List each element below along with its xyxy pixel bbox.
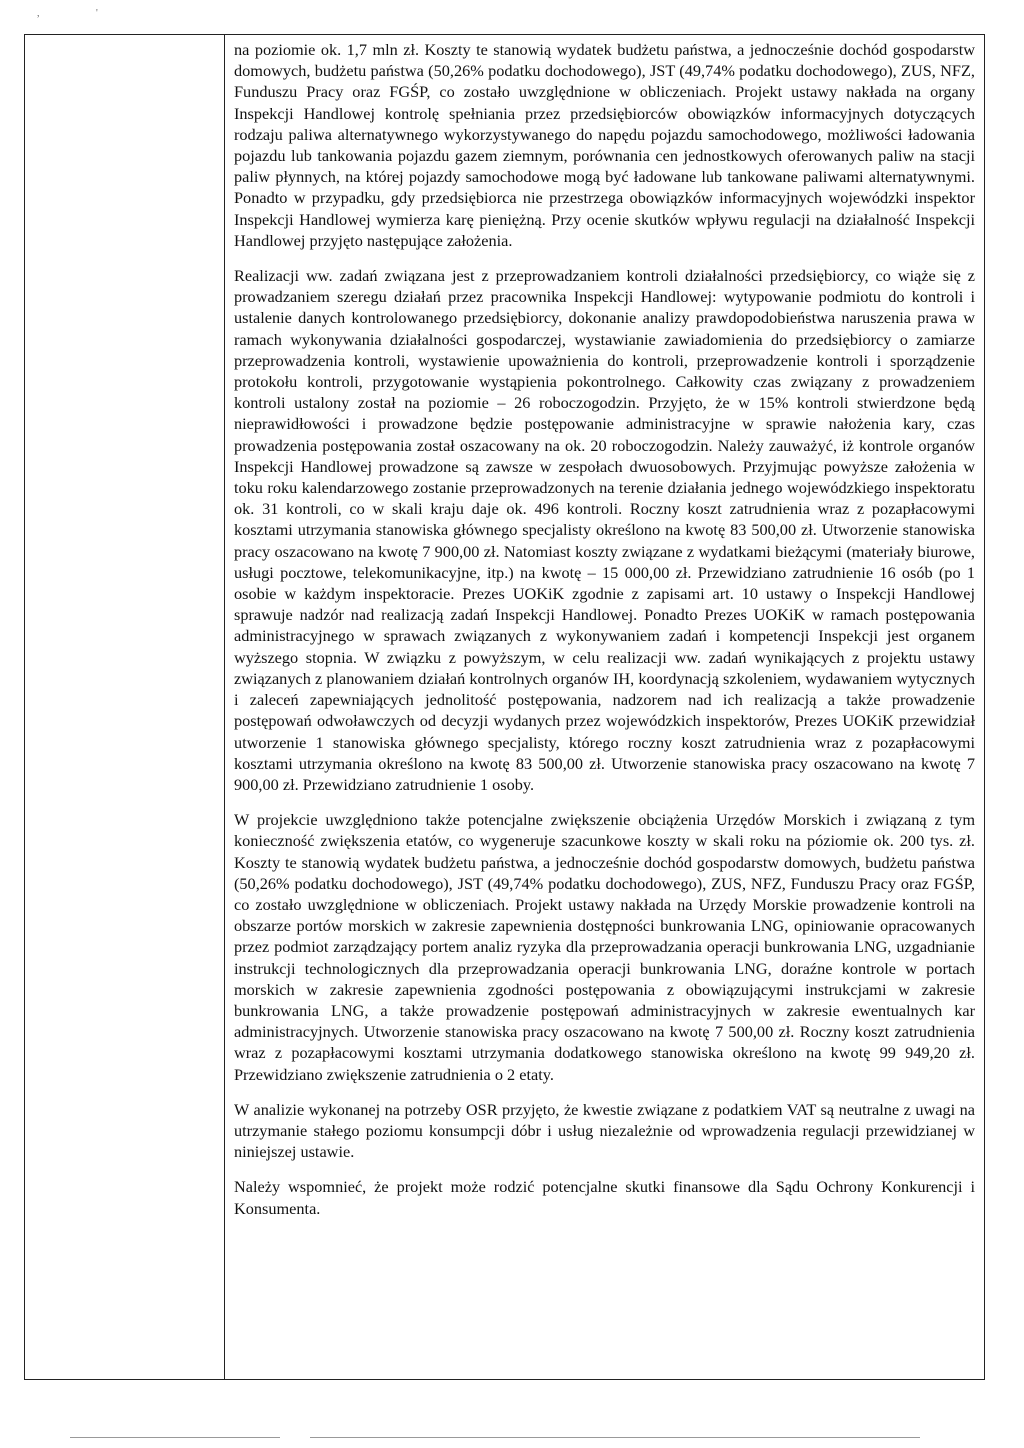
bottom-rule-right — [310, 1437, 920, 1438]
paragraph-inspekcja-costs: na poziomie ok. 1,7 mln zł. Koszty te stanowią wydatek budżetu państwa, a jednocześnie dochód gospodarstw domowych, budżetu państwa (50,26% podatku dochodowego), JST (49,74% podatku dochodowego), ZUS, NFZ, Funduszu Pracy oraz FGŚP, co zostało uwzględnione w obliczeniach. Projekt ustawy nakłada na organy Inspekcji Handlowej kontrolę spełniania przez przedsiębiorców obowiązków informacyjnych dotyczących rodzaju paliwa alternatywnego wykorzystywanego do napędu pojazdu samochodowego, możliwości ładowania pojazdu lub tankowania pojazdu gazem ziemnym, porównania cen jednostkowych oferowanych paliw na stacji paliw płynnych, na której pojazdy samochodowe mogą być ładowane lub tankowane paliwami alternatywnymi. Ponadto w przypadku, gdy przedsiębiorca nie przestrzega obowiązków informacyjnych wojewódzki inspektor Inspekcji Handlowej wymierza karę pieniężną. Przy ocenie skutków wpływu regulacji na działalność Inspekcji Handlowej przyjęto następujące założenia. — [234, 40, 975, 250]
paragraph-sad-ochrony: Należy wspomnieć, że projekt może rodzić potencjalne skutki finansowe dla Sądu Ochrony Konkurencji i Konsumenta. — [234, 1177, 975, 1218]
paragraph-urzedy-morskie: W projekcie uwzględniono także potencjalne zwiększenie obciążenia Urzędów Morskich i związaną z tym konieczność zwiększenia etatów, co wygeneruje szacunkowe koszty w skali roku na póziomie ok. 200 tys. zł. Koszty te stanowią wydatek budżetu państwa, a jednocześnie dochód gospodarstw domowych, budżetu państwa (50,26% podatku dochodowego), JST (49,74% podatku dochodowego), ZUS, NFZ, Funduszu Pracy oraz FGŚP, co zostało uwzględnione w obliczeniach. Projekt ustawy nakłada na Urzędy Morskie prowadzenie kontroli na obszarze portów morskich w zakresie zapewnienia dostępności bunkrowania LNG, opiniowanie opracowanych przez podmiot zarządzający portem analiz ryzyka dla przeprowadzania operacji bunkrowania LNG, uzgadnianie instrukcji technologicznych dla przeprowadzania operacji bunkrowania LNG, doraźne kontrole w portach morskich w zakresie zapewnienia zgodności postępowania z obowiązującymi instrukcjami w zakresie bunkrowania LNG, a także prowadzenie postępowań administracyjnych w zakresie ewentualnych kar administracyjnych. Utworzenie stanowiska pracy oszacowano na kwotę 7 500,00 zł. Roczny koszt zatrudnienia wraz z pozapłacowymi kosztami utrzymania dodatkowego stanowiska określono na kwotę 99 949,20 zł. Przewidziano zwiększenie zatrudnienia o 2 etaty. — [234, 810, 975, 1084]
content-table — [24, 34, 985, 1380]
paragraph-inspekcja-assumptions: Realizacji ww. zadań związana jest z przeprowadzaniem kontroli działalności przedsiębiorcy, co wiąże się z prowadzaniem szeregu działań przez pracownika Inspekcji Handlowej: wytypowanie podmiotu do kontroli i ustalenie danych kontrolowanego przedsiębiorcy, dokonanie analizy prawdopodobieństwa naruszenia prawa w ramach wykonywania działalności gospodarczej, wystawianie zawiadomienia do przedsiębiorcy o zamiarze przeprowadzenia kontroli, wystawienie upoważnienia do kontroli, przeprowadzenie kontroli i sporządzenie protokołu kontroli, przygotowanie wystąpienia pokontrolnego. Całkowity czas związany z prowadzeniem kontroli ustalony został na poziomie – 26 roboczogodzin. Przyjęto, że w 15% kontroli stwierdzone będą nieprawidłowości i prowadzone będzie postępowanie administracyjne w sprawie nałożenia kary, czas prowadzenia postępowania został oszacowany na ok. 20 roboczogodzin. Należy zauważyć, iż kontrole organów Inspekcji Handlowej prowadzone są zawsze w zespołach dwuosobowych. Przyjmując powyższe założenia w toku roku kalendarzowego zostanie przeprowadzonych na terenie działania jednego wojewódzkiego inspektoratu ok. 31 kontroli, co w skali kraju daje ok. 496 kontroli. Roczny koszt zatrudnienia wraz z pozapłacowymi kosztami utrzymania stanowiska głównego specjalisty określono na kwotę 83 500,00 zł. Utworzenie stanowiska pracy oszacowano na kwotę 7 900,00 zł. Natomiast koszty związane z wydatkami bieżącymi (materiały biurowe, usługi pocztowe, telekomunikacyjne, itp.) na kwotę – 15 000,00 zł. Przewidziano zatrudnienie 16 osób (po 1 osobie w każdym inspektoracie. Prezes UOKiK zgodnie z zapisami art. 10 ustawy o Inspekcji Handlowej sprawuje nadzór nad realizacją zadań Inspekcji Handlowej. Ponadto Prezes UOKiK w ramach postępowania administracyjnego w sprawach związanych z wykonywaniem zadań i kompetencji Inspekcji jest organem wyższego stopnia. W związku z powyższym, w celu realizacji ww. zadań wynikających z projektu ustawy związanych z planowaniem działań kontrolnych organów IH, koordynacją szkoleniem, wydawaniem wytycznych i zaleceń zapewniających jednolitość postępowania, nadzorem nad ich realizacją a także prowadzenie postępowań odwoławczych od decyzji wydanych przez wojewódzkich inspektorów, Prezes UOKiK przewidział utworzenie 1 stanowiska głównego specjalisty, którego roczny koszt zatrudnienia wraz z pozapłacowymi kosztami utrzymania określono na kwotę 83 500,00 zł. Utworzenie stanowiska pracy oszacowano na kwotę 7 900,00 zł. Przewidziano zatrudnienie 1 osoby. — [234, 266, 975, 794]
table-left-column — [25, 35, 225, 1379]
paragraph-vat: W analizie wykonanej na potrzeby OSR przyjęto, że kwestie związane z podatkiem VAT są neutralne z uwagi na utrzymanie stałego poziomu konsumpcji dóbr i usług niezależnie od wprowadzenia regulacji przewidzianej w niniejszej ustawie. — [234, 1099, 975, 1162]
scan-mark-tick: ' — [96, 8, 98, 19]
table-right-column — [225, 35, 984, 1379]
scan-mark-comma: , — [37, 8, 40, 19]
bottom-rule-left — [70, 1437, 280, 1438]
